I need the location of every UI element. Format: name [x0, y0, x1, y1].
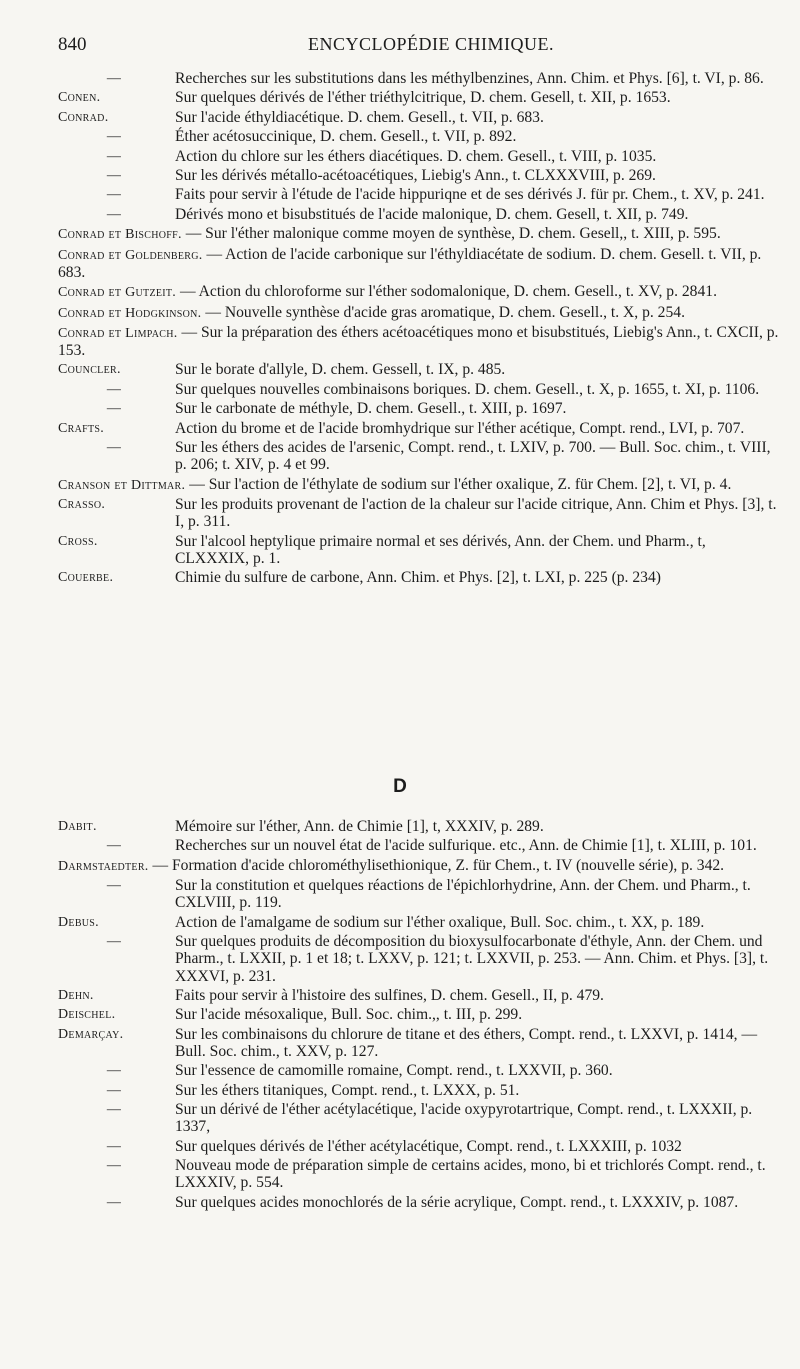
entry-author: — — [106, 381, 122, 397]
bibliography-entry — [58, 167, 782, 184]
entry-text: Sur les produits provenant de l'action de la chaleur sur l'acide citrique, Ann. Chim et Phys. [3], t. I, p. 311. — [175, 496, 777, 531]
section-heading: D — [393, 776, 407, 797]
bibliography-entry — [58, 1006, 782, 1023]
bibliography-entry — [58, 987, 782, 1004]
entry-text: Sur l'alcool heptylique primaire normal et ses dérivés, Ann. der Chem. und Pharm., t, CLXXXIX, p. 1. — [175, 532, 706, 567]
bibliography-entry — [58, 361, 782, 378]
bibliography-entry — [58, 1138, 782, 1155]
entry-text: Sur quelques dérivés de l'éther acétylacétique, Compt. rend., t. LXXXIII, p. 1032 — [175, 1137, 682, 1155]
entry-author: Conrad et Goldenberg. — [58, 247, 203, 263]
entry-author: — — [106, 1158, 122, 1174]
entry-text: — Nouvelle synthèse d'acide gras aromatique, D. chem. Gesell., t. X, p. 254. — [205, 303, 685, 321]
entry-text: Sur le borate d'allyle, D. chem. Gessell, t. IX, p. 485. — [175, 361, 506, 379]
entry-author: Dehn. — [58, 987, 94, 1003]
entry-author: Crafts. — [58, 420, 105, 436]
entry-text: Éther acétosuccinique, D. chem. Gesell., t. VII, p. 892. — [175, 128, 517, 146]
bibliography-entry — [58, 933, 782, 985]
bibliography-entry — [58, 476, 782, 494]
entry-text: Chimie du sulfure de carbone, Ann. Chim. et Phys. [2], t. LXI, p. 225 (p. 234) — [175, 569, 661, 587]
entry-text: Sur le carbonate de méthyle, D. chem. Gesell., t. XIII, p. 1697. — [175, 400, 567, 418]
bibliography-entry — [58, 420, 782, 437]
entry-author: Darmstaedter. — [58, 858, 149, 874]
bibliography-entry — [58, 128, 782, 145]
entry-text: Action de l'amalgame de sodium sur l'éther oxalique, Bull. Soc. chim., t. XX, p. 189. — [175, 913, 705, 931]
bibliography-entry — [58, 569, 782, 586]
bibliography-list-d — [58, 818, 782, 1213]
bibliography-entry — [58, 225, 782, 243]
entry-author: Debus. — [58, 914, 99, 930]
bibliography-entry — [58, 439, 782, 473]
entry-text: — Sur la préparation des éthers acétoacétiques mono et bisubstitués, Liebig's Ann., t. CXCII, p. 153. — [58, 323, 779, 360]
entry-author: — — [106, 167, 122, 183]
bibliography-entry — [58, 1082, 782, 1099]
bibliography-entry — [58, 324, 782, 359]
bibliography-entry — [58, 1157, 782, 1191]
entry-author: — — [106, 878, 122, 894]
entry-text: Faits pour servir à l'étude de l'acide hippuriqne et de ses dérivés J. für pr. Chem., t. XV, p. 241. — [175, 186, 765, 204]
entry-author: Cross. — [58, 533, 98, 549]
entry-author: — — [106, 129, 122, 145]
entry-author: — — [106, 934, 122, 950]
entry-text: Nouveau mode de préparation simple de certains acides, mono, bi et trichlorés Compt. rend., t. LXXXIV, p. 554. — [175, 1157, 766, 1192]
entry-author: Conrad et Gutzeit. — [58, 285, 177, 301]
bibliography-entry — [58, 877, 782, 911]
bibliography-entry — [58, 1026, 782, 1060]
entry-text: Action du brome et de l'acide bromhydrique sur l'éther acétique, Compt. rend., LVI, p. 707. — [175, 419, 745, 437]
bibliography-entry — [58, 206, 782, 223]
entry-text: — Sur l'action de l'éthylate de sodium sur l'éther oxalique, Z. für Chem. [2], t. VI, p. 4. — [189, 475, 732, 493]
entry-author: — — [106, 1063, 122, 1079]
bibliography-entry — [58, 857, 782, 875]
bibliography-entry — [58, 70, 782, 87]
bibliography-entry — [58, 1194, 782, 1211]
entry-text: — Action de l'acide carbonique sur l'éthyldiacétate de sodium. D. chem. Gesell. t. VII, p. 683. — [58, 245, 762, 281]
bibliography-entry — [58, 1101, 782, 1135]
entry-author: — — [106, 401, 122, 417]
bibliography-entry — [58, 1062, 782, 1079]
entry-text: Sur les combinaisons du chlorure de titane et des éthers, Compt. rend., t. LXXVI, p. 1414, — Bull. Soc. chim., t. XXV, p. 127. — [175, 1025, 758, 1060]
bibliography-entry — [58, 283, 782, 301]
entry-author: — — [106, 838, 122, 854]
entry-text: Action du chlore sur les éthers diacétiques. D. chem. Gesell., t. VIII, p. 1035. — [175, 147, 657, 165]
entry-text: Sur l'acide mésoxalique, Bull. Soc. chim.,, t. III, p. 299. — [175, 1006, 523, 1024]
entry-author: — — [106, 1102, 122, 1118]
bibliography-entry — [58, 914, 782, 931]
entry-author: — — [106, 1194, 122, 1210]
entry-author: Demarçay. — [58, 1026, 124, 1042]
entry-text: Mémoire sur l'éther, Ann. de Chimie [1], t, XXXIV, p. 289. — [175, 818, 544, 835]
bibliography-entry — [58, 496, 782, 530]
bibliography-list-c — [58, 70, 782, 589]
entry-text: Sur quelques acides monochlorés de la série acrylique, Compt. rend., t. LXXXIV, p. 1087. — [175, 1193, 739, 1211]
entry-text: Sur l'acide éthyldiacétique. D. chem. Gesell., t. VII, p. 683. — [175, 108, 544, 126]
entry-author: — — [106, 148, 122, 164]
bibliography-entry — [58, 148, 782, 165]
entry-author: — — [106, 1082, 122, 1098]
bibliography-entry — [58, 304, 782, 322]
entry-author: Councler. — [58, 362, 121, 378]
bibliography-entry — [58, 89, 782, 106]
entry-text: Sur la constitution et quelques réactions de l'épichlorhydrine, Ann. der Chem. und Pharm., t. CXLVIII, p. 119. — [175, 877, 751, 912]
entry-author: — — [106, 71, 122, 86]
entry-author: Crasso. — [58, 497, 106, 513]
entry-text: Faits pour servir à l'histoire des sulfines, D. chem. Gesell., II, p. 479. — [175, 986, 604, 1004]
bibliography-entry — [58, 186, 782, 203]
entry-author: Conen. — [58, 90, 101, 106]
bibliography-entry — [58, 400, 782, 417]
entry-text: Sur les éthers titaniques, Compt. rend., t. LXXX, p. 51. — [175, 1081, 520, 1099]
entry-author: Deischel. — [58, 1007, 116, 1023]
entry-text: Dérivés mono et bisubstitués de l'acide malonique, D. chem. Gesell, t. XII, p. 749. — [175, 205, 689, 223]
entry-text: Recherches sur un nouvel état de l'acide sulfurique. etc., Ann. de Chimie [1], t. XLIII, p. 101. — [175, 837, 757, 855]
bibliography-entry — [58, 381, 782, 398]
page-number: 840 — [58, 34, 87, 55]
entry-text: — Sur l'éther malonique comme moyen de synthèse, D. chem. Gesell,, t. XIII, p. 595. — [185, 225, 721, 243]
entry-author: Conrad et Hodgkinson. — [58, 305, 202, 321]
bibliography-entry — [58, 109, 782, 126]
entry-author: Cranson et Dittmar. — [58, 477, 186, 493]
entry-text: Sur un dérivé de l'éther acétylacétique, l'acide oxypyrotartrique, Compt. rend., t. LXXXII, p. 1337, — [175, 1101, 753, 1136]
bibliography-entry — [58, 533, 782, 567]
bibliography-entry — [58, 837, 782, 854]
entry-text: Sur quelques dérivés de l'éther triéthylcitrique, D. chem. Gesell, t. XII, p. 1653. — [175, 89, 671, 107]
entry-text: Recherches sur les substitutions dans les méthylbenzines, Ann. Chim. et Phys. [6], t. VI, p. 86. — [175, 70, 764, 87]
page-title: ENCYCLOPÉDIE CHIMIQUE. — [308, 34, 554, 54]
entry-author: — — [106, 440, 122, 456]
entry-text: Sur quelques nouvelles combinaisons boriques. D. chem. Gesell., t. X, p. 1655, t. XI, p. 1106. — [175, 380, 760, 398]
entry-text: Sur les dérivés métallo-acétoacétiques, Liebig's Ann., t. CLXXXVIII, p. 269. — [175, 166, 656, 184]
entry-author: — — [106, 206, 122, 222]
entry-author: — — [106, 187, 122, 203]
entry-text: Sur l'essence de camomille romaine, Compt. rend., t. LXXVII, p. 360. — [175, 1062, 613, 1080]
entry-author: Conrad et Limpach. — [58, 325, 178, 341]
entry-author: Conrad et Bischoff. — [58, 227, 182, 243]
running-head — [58, 34, 768, 62]
entry-author: Couerbe. — [58, 570, 114, 586]
entry-author: Dabit. — [58, 819, 97, 834]
entry-text: Sur quelques produits de décomposition du bioxysulfocarbonate d'éthyle, Ann. der Chem. und Pharm., t. LXXII, p. 1 et 18; t. LXXV, p. 121; t. LXXVII, p. 253. — Ann. Chim. et Phys. [3], t. XXXVI, p. 231. — [175, 933, 769, 985]
entry-author: — — [106, 1138, 122, 1154]
entry-text: Sur les éthers des acides de l'arsenic, Compt. rend., t. LXIV, p. 700. — Bull. Soc. chim., t. VIII, p. 206; t. XIV, p. 4 et 99. — [175, 439, 771, 474]
bibliography-entry — [58, 818, 782, 835]
entry-text: — Action du chloroforme sur l'éther sodomalonique, D. chem. Gesell., t. XV, p. 2841. — [180, 283, 717, 301]
entry-author: Conrad. — [58, 109, 109, 125]
entry-text: — Formation d'acide chlorométhylisethionique, Z. für Chem., t. IV (nouvelle série), p. 342. — [152, 856, 725, 874]
bibliography-entry — [58, 246, 782, 281]
